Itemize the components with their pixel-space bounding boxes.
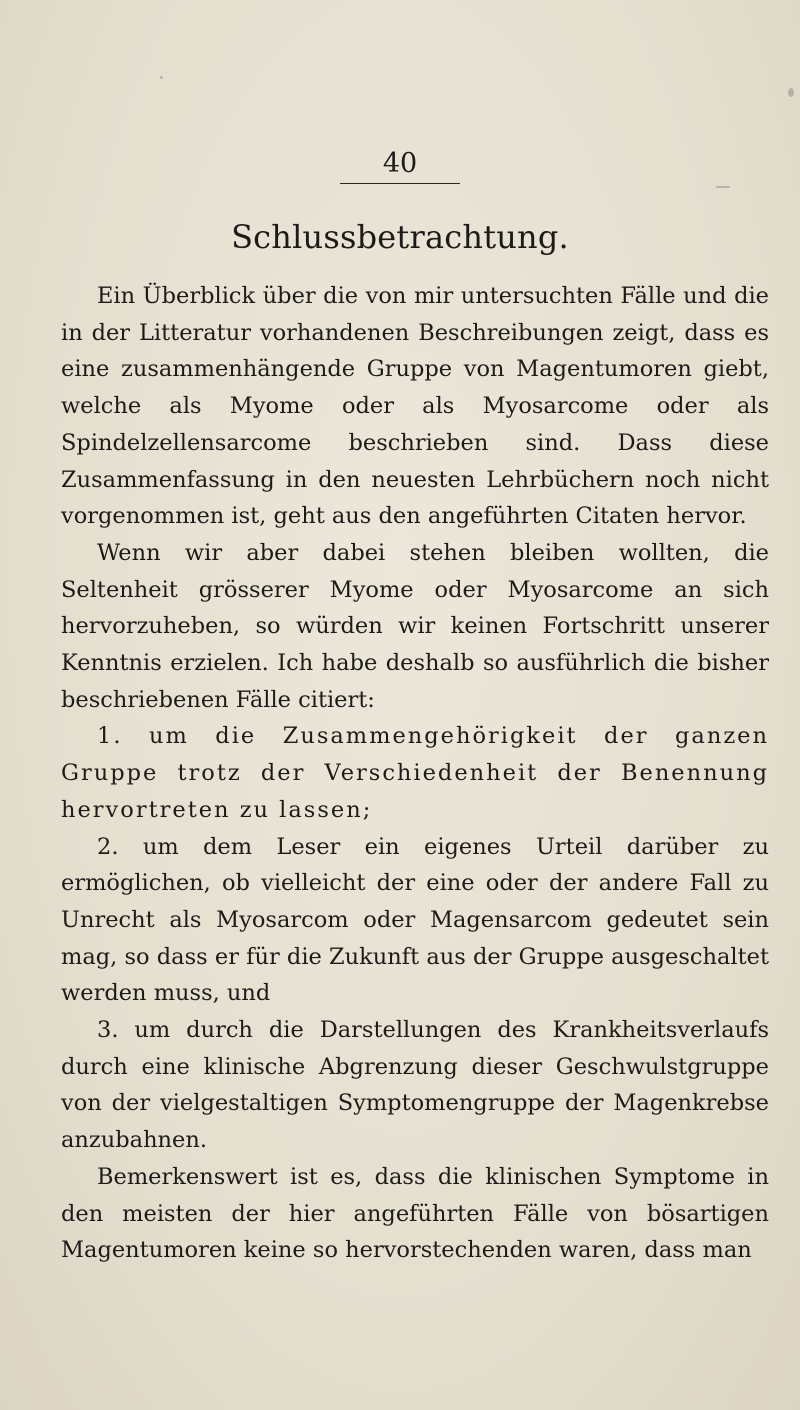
paper-speck [160,76,163,79]
paper-speck [788,88,794,97]
paragraph-overview: Ein Überblick über die von mir untersuchten Fälle und die in der Litteratur vorhandenen Beschreibungen zeigt, dass es eine zusammenhängende Gruppe von Magentumoren giebt, welche als Myome oder als Myosarcome oder als Spindelzellensarcome beschrieben sind. Dass diese Zusammenfassung in den neuesten Lehrbüchern noch nicht vorgenommen ist, geht aus den angeführten Citaten hervor. [61,283,769,530]
paper-speck [716,186,730,188]
list-item-2: 2. um dem Leser ein eigenes Urteil darüber zu ermöglichen, ob vielleicht der eine oder der andere Fall zu Unrecht als Myosarcom oder Magensarcom gedeutet sein mag, so dass er für die Zukunft aus der Gruppe ausgeschaltet werden muss, und [61,833,769,1007]
list-item-1: 1. um die Zusammengehörigkeit der ganzen Gruppe trotz der Verschiedenheit der Benennung hervortreten zu lassen; [61,723,769,823]
body-text [61,278,769,1269]
section-heading: Schlussbetrachtung. [231,218,569,256]
page-number: 40 [340,148,460,184]
paragraph-rationale: Wenn wir aber dabei stehen bleiben wollten, die Seltenheit grösserer Myome oder Myosarcome an sich hervorzuheben, so würden wir keinen Fortschritt unserer Kenntnis erzielen. Ich habe deshalb so ausführlich die bisher beschriebenen Fälle citiert: [61,539,769,713]
list-item-3: 3. um durch die Darstellungen des Krankheitsverlaufs durch eine klinische Abgrenzung dieser Geschwulstgruppe von der vielgestaltigen Symptomengruppe der Magenkrebse anzubahnen. [61,1017,769,1154]
paragraph-symptoms: Bemerkenswert ist es, dass die klinischen Symptome in den meisten der hier angeführten Fälle von bösartigen Magentumoren keine so hervorstechenden waren, dass man [61,1163,769,1264]
